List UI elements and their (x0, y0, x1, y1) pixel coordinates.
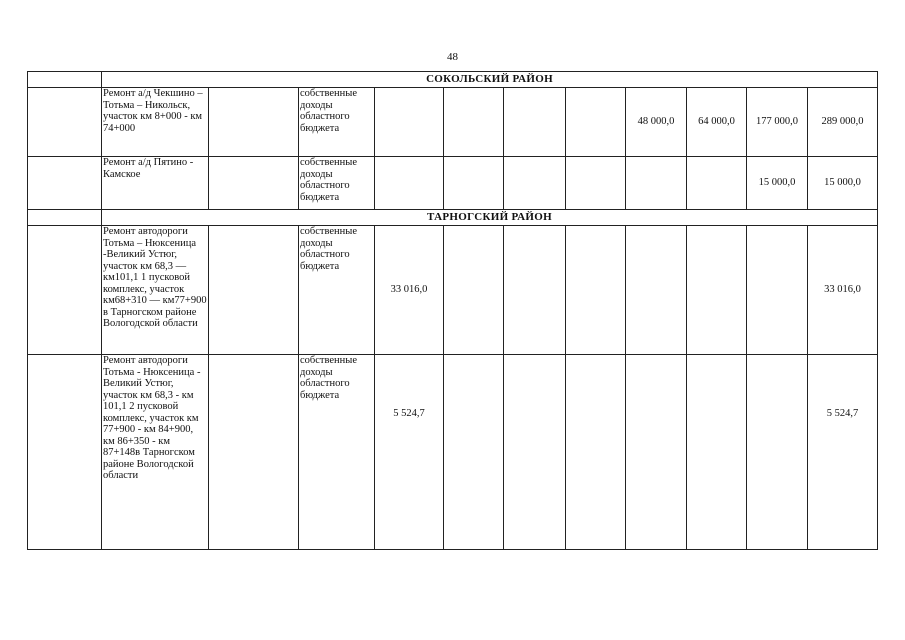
empty-cell (209, 226, 299, 355)
project-name: Ремонт автодороги Тотьма - Нюксеница - Великий Устюг, участок км 68,3 - км 101,1 2 пусковой комплекс, участок км 77+900 - км 84+900, км 86+350 - км 87+148в Тарногском районе Вологодской области (102, 355, 209, 550)
empty-cell (209, 355, 299, 550)
value-cell (444, 157, 504, 210)
value-cell (626, 226, 687, 355)
total-cell: 33 016,0 (808, 226, 878, 355)
value-cell (566, 157, 626, 210)
value-cell (566, 355, 626, 550)
total-cell: 289 000,0 (808, 88, 878, 157)
value-cell: 5 524,7 (375, 355, 444, 550)
total-cell: 5 524,7 (808, 355, 878, 550)
value-cell (687, 157, 747, 210)
page-number: 48 (447, 51, 458, 63)
table-row (28, 226, 878, 355)
value-cell (626, 355, 687, 550)
funding-source: собственные доходы областного бюджета (299, 88, 375, 157)
empty-cell (209, 88, 299, 157)
value-cell (375, 157, 444, 210)
total-cell: 15 000,0 (808, 157, 878, 210)
value-cell: 33 016,0 (375, 226, 444, 355)
empty-cell (28, 355, 102, 550)
funding-source: собственные доходы областного бюджета (299, 157, 375, 210)
funding-source: собственные доходы областного бюджета (299, 355, 375, 550)
value-cell (444, 226, 504, 355)
value-cell (504, 88, 566, 157)
section-title-sokolsky: СОКОЛЬСКИЙ РАЙОН (102, 72, 878, 88)
table-row (28, 88, 878, 157)
project-name: Ремонт а/д Пятино - Камское (102, 157, 209, 210)
value-cell (504, 157, 566, 210)
section-empty-cell (28, 210, 102, 226)
value-cell (626, 157, 687, 210)
value-cell (375, 88, 444, 157)
value-cell (504, 355, 566, 550)
value-cell (566, 226, 626, 355)
value-cell (747, 226, 808, 355)
value-cell (566, 88, 626, 157)
section-empty-cell (28, 72, 102, 88)
empty-cell (28, 157, 102, 210)
value-cell (687, 226, 747, 355)
table-row (28, 157, 878, 210)
budget-table (27, 71, 878, 550)
value-cell (504, 226, 566, 355)
value-cell: 177 000,0 (747, 88, 808, 157)
value-cell: 15 000,0 (747, 157, 808, 210)
value-cell (687, 355, 747, 550)
value-cell (444, 355, 504, 550)
project-name: Ремонт автодороги Тотьма – Нюксеница -Великий Устюг, участок км 68,3 — км101,1 1 пусковой комплекс, участок км68+310 — км77+900 в Тарногском районе Вологодской области (102, 226, 209, 355)
empty-cell (28, 226, 102, 355)
empty-cell (209, 157, 299, 210)
value-cell: 64 000,0 (687, 88, 747, 157)
project-name: Ремонт а/д Чекшино – Тотьма – Никольск, участок км 8+000 - км 74+000 (102, 88, 209, 157)
value-cell (747, 355, 808, 550)
section-title-tarnogsky: ТАРНОГСКИЙ РАЙОН (102, 210, 878, 226)
empty-cell (28, 88, 102, 157)
value-cell: 48 000,0 (626, 88, 687, 157)
value-cell (444, 88, 504, 157)
funding-source: собственные доходы областного бюджета (299, 226, 375, 355)
table-row (28, 355, 878, 550)
